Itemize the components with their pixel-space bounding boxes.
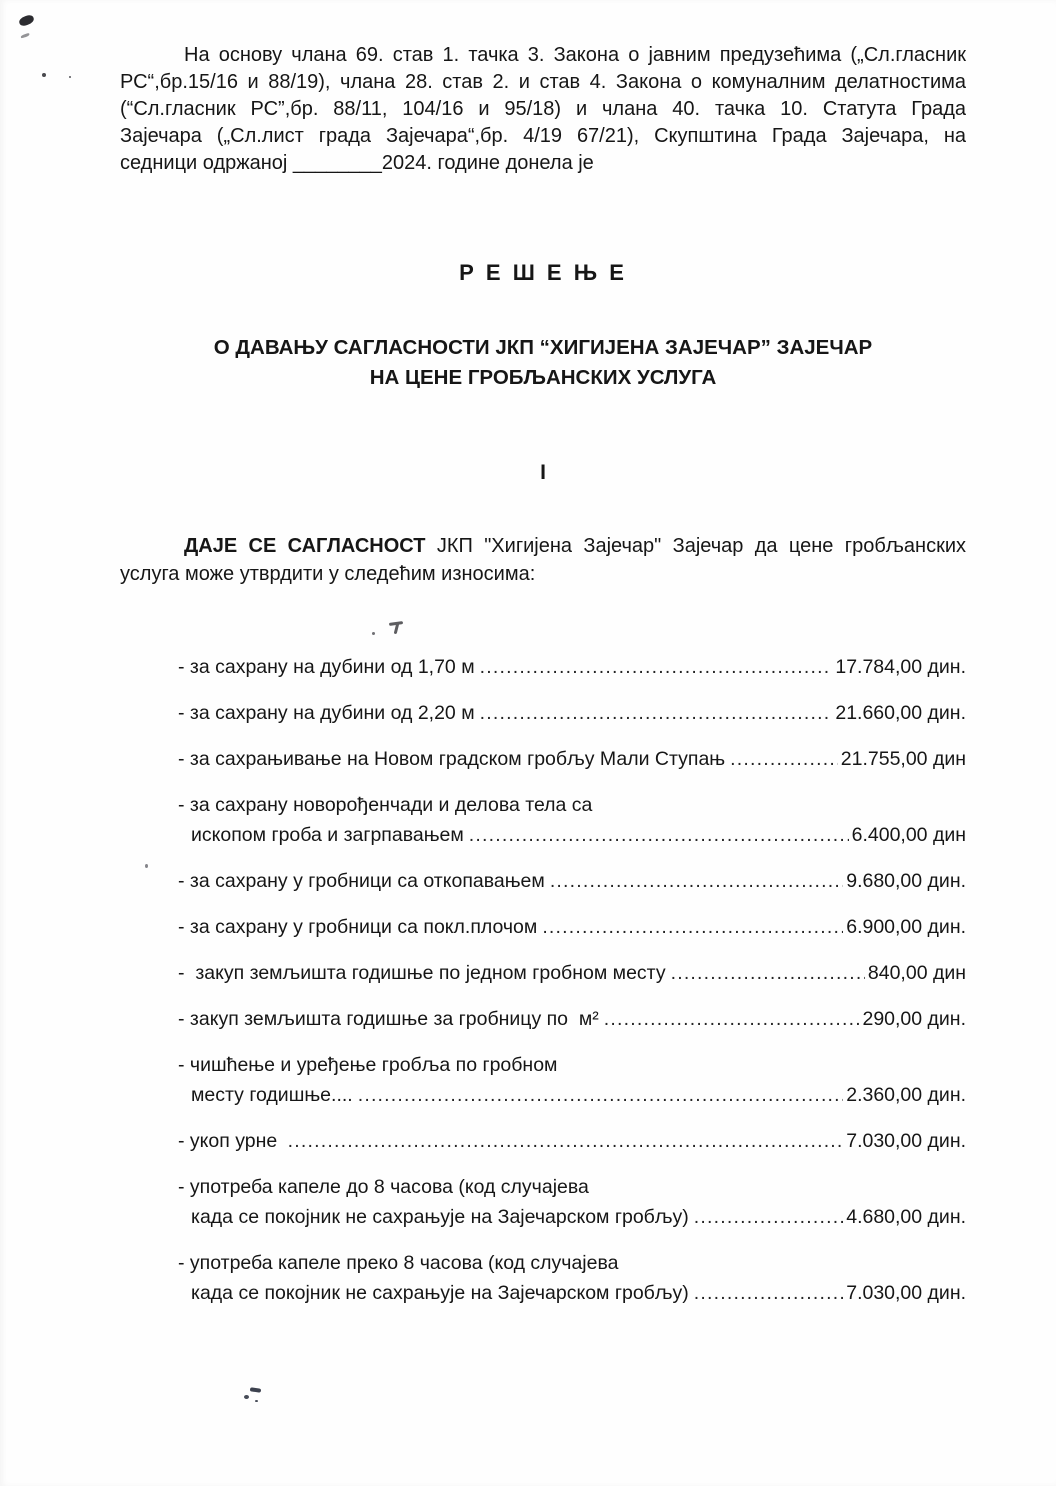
lead-line-2: услуга може утврдити у следећим износима: xyxy=(120,563,536,585)
price-row xyxy=(178,912,966,942)
price-row xyxy=(178,790,966,820)
item-price: 17.784,00 дин. xyxy=(835,656,966,678)
item-label: - за сахрану новорођенчади и делова тела са xyxy=(178,794,593,816)
ink-smudge-top-left xyxy=(18,14,35,27)
item-price: 7.030,00 дин. xyxy=(846,1130,966,1152)
intro-line: (“Сл.гласник РС”,бр. 88/11, 104/16 и 95/18) и члана 40. тачка 10. Статута Града xyxy=(120,98,966,120)
item-price: 840,00 дин xyxy=(867,962,966,984)
item-label: када се покојник не сахрањује на Зајечарском гробљу) xyxy=(191,1282,689,1304)
item-price: 290,00 дин. xyxy=(862,1008,966,1030)
dot-leader xyxy=(694,1202,843,1232)
dot-leader xyxy=(358,1080,844,1110)
item-label: - за сахрану у гробници са покл.плочом xyxy=(178,916,538,938)
item-label: - закуп земљишта годишње по једном гробном месту xyxy=(178,962,666,984)
price-item xyxy=(178,698,966,728)
lead-bold-text: ДАЈЕ СЕ САГЛАСНОСТ xyxy=(184,535,426,557)
item-label: - закуп земљишта годишње за гробницу по м² xyxy=(178,1008,599,1030)
item-label: месту годишње.... xyxy=(191,1084,353,1106)
item-label: када се покојник не сахрањује на Зајечарском гробљу) xyxy=(191,1206,689,1228)
price-row xyxy=(178,698,966,728)
subtitle-line-1: О ДАВАЊУ САГЛАСНОСТИ ЈКП “ХИГИЈЕНА ЗАЈЕЧАР” ЗАЈЕЧАР xyxy=(213,336,873,359)
ink-specks-top-left xyxy=(42,73,46,77)
dot-leader xyxy=(550,866,843,896)
item-price: 7.030,00 дин. xyxy=(846,1282,966,1304)
item-label: - за сахрану у гробници са откопавањем xyxy=(178,870,545,892)
price-row xyxy=(178,1126,966,1156)
price-row xyxy=(178,1080,966,1110)
price-row xyxy=(178,1248,966,1278)
lead-paragraph xyxy=(120,532,966,588)
item-label: ископом гроба и загрпавањем xyxy=(191,824,464,846)
item-label: - укоп урне xyxy=(178,1130,283,1152)
dot-leader xyxy=(542,912,843,942)
price-row xyxy=(178,744,966,774)
lead-line-1 xyxy=(120,532,966,560)
dot-leader xyxy=(694,1278,843,1308)
intro-line: РС“,бр.15/16 и 88/19), члана 28. став 2. и став 4. Закона о комуналним делатностима xyxy=(120,71,966,93)
price-row xyxy=(178,1172,966,1202)
price-row xyxy=(178,866,966,896)
dot-leader xyxy=(480,652,833,682)
subtitle-line-2: НА ЦЕНЕ ГРОБЉАНСКИХ УСЛУГА xyxy=(369,366,717,389)
price-row xyxy=(178,652,966,682)
item-label: - употреба капеле преко 8 часова (код случајева xyxy=(178,1252,619,1274)
price-row xyxy=(178,1278,966,1308)
dot-leader xyxy=(469,820,849,850)
dot-leader xyxy=(288,1126,844,1156)
dot-leader xyxy=(604,1004,860,1034)
item-price: 9.680,00 дин. xyxy=(846,870,966,892)
ink-speck-mid xyxy=(372,632,375,635)
price-item xyxy=(178,652,966,682)
price-item xyxy=(178,1248,966,1308)
document-title: Р Е Ш Е Њ Е xyxy=(459,260,627,285)
price-item xyxy=(178,1172,966,1232)
price-item xyxy=(178,744,966,774)
item-label: - за сахрану на дубини од 1,70 м xyxy=(178,656,475,678)
price-item xyxy=(178,1126,966,1156)
intro-line: На основу члана 69. став 1. тачка 3. Закона о јавним предузећима („Сл.гласник xyxy=(184,44,966,66)
item-price: 21.755,00 дин xyxy=(840,748,966,770)
item-price: 6.400,00 дин xyxy=(851,824,966,846)
intro-line: седници одржаној ________2024. године донела је xyxy=(120,152,594,174)
item-price: 6.900,00 дин. xyxy=(846,916,966,938)
price-row xyxy=(178,1050,966,1080)
price-item xyxy=(178,1050,966,1110)
item-price: 4.680,00 дин. xyxy=(846,1206,966,1228)
item-price: 2.360,00 дин. xyxy=(846,1084,966,1106)
intro-paragraph xyxy=(120,42,966,177)
price-item xyxy=(178,1004,966,1034)
dot-leader xyxy=(671,958,865,988)
price-item xyxy=(178,866,966,896)
document-subtitle xyxy=(120,333,966,393)
section-numeral: I xyxy=(540,461,546,484)
lead-rest-text: ЈКП "Хигијена Зајечар" Зајечар да цене гробљанских xyxy=(425,535,966,557)
dot-leader xyxy=(480,698,833,728)
item-label: - за сахрањивање на Новом градском гробљу Мали Ступањ xyxy=(178,748,726,770)
dot-leader xyxy=(730,744,838,774)
price-row xyxy=(178,1202,966,1232)
price-row xyxy=(178,958,966,988)
handwritten-tick-mark xyxy=(383,620,405,636)
item-label: - употреба капеле до 8 часова (код случајева xyxy=(178,1176,589,1198)
price-item xyxy=(178,790,966,850)
price-list xyxy=(120,652,966,1308)
price-row xyxy=(178,1004,966,1034)
price-row xyxy=(178,820,966,850)
item-price: 21.660,00 дин. xyxy=(835,702,966,724)
intro-line: Зајечара („Сл.лист града Зајечара“,бр. 4/19 67/21), Скупштина Града Зајечара, на xyxy=(120,125,966,147)
item-label: - за сахрану на дубини од 2,20 м xyxy=(178,702,475,724)
item-label: - чишћење и уређење гробља по гробном xyxy=(178,1054,558,1076)
price-item xyxy=(178,958,966,988)
price-item xyxy=(178,912,966,942)
ink-smudge-bottom xyxy=(243,1387,263,1403)
